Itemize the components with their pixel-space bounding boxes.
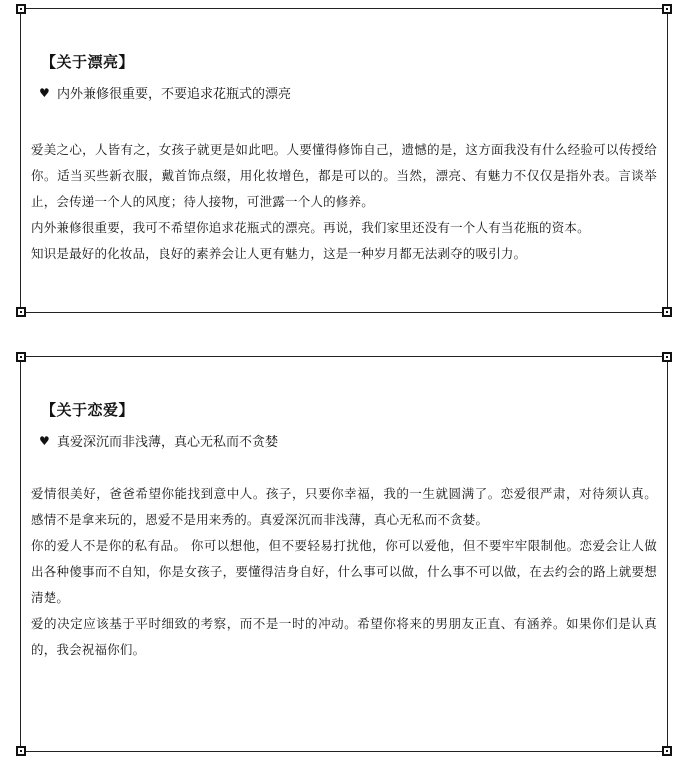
subtitle-text: 内外兼修很重要，不要追求花瓶式的漂亮 xyxy=(57,87,292,102)
section-card-beauty xyxy=(20,8,668,313)
subtitle-text: 真爱深沉而非浅薄，真心无私而不贪婪 xyxy=(57,435,279,450)
crop-mark-icon xyxy=(662,746,672,756)
crop-mark-icon xyxy=(662,307,672,317)
section-body xyxy=(31,137,657,267)
crop-mark-icon xyxy=(662,4,672,14)
section-title: 【关于漂亮】 xyxy=(41,53,135,71)
section-subtitle xyxy=(39,83,291,102)
heart-icon: ♥ xyxy=(39,85,50,100)
paragraph: 爱美之心，人皆有之，女孩子就更是如此吧。人要懂得修饰自己，遗憾的是，这方面我没有什么经验可以传授给你。适当买些新衣服，戴首饰点缀，用化妆增色，都是可以的。当然，漂亮、有魅力不仅仅是指外表。言谈举止，会传递一个人的风度；待人接物，可泄露一个人的修养。 xyxy=(31,142,657,209)
paragraph: 内外兼修很重要，我可不希望你追求花瓶式的漂亮。再说，我们家里还没有一个人有当花瓶的资本。 xyxy=(31,220,590,235)
crop-mark-icon xyxy=(16,746,26,756)
heart-icon: ♥ xyxy=(39,433,50,448)
crop-mark-icon xyxy=(16,307,26,317)
section-body xyxy=(31,481,657,663)
paragraph: 爱情很美好，爸爸希望你能找到意中人。孩子，只要你幸福，我的一生就圆满了。恋爱很严肃，对待须认真。 感情不是拿来玩的，恩爱不是用来秀的。真爱深沉而非浅薄，真心无私而不贪婪。 xyxy=(31,486,657,527)
paragraph: 知识是最好的化妆品，良好的素养会让人更有魅力，这是一种岁月都无法剥夺的吸引力。 xyxy=(31,246,527,261)
crop-mark-icon xyxy=(662,352,672,362)
crop-mark-icon xyxy=(16,4,26,14)
crop-mark-icon xyxy=(16,352,26,362)
section-title: 【关于恋爱】 xyxy=(41,401,135,419)
paragraph: 你的爱人不是你的私有品。 你可以想他，但不要轻易打扰他，你可以爱他，但不要牢牢限制他。恋爱会让人做出各种傻事而不自知，你是女孩子，要懂得洁身自好，什么事可以做，什么事不可以做，在去约会的路上就要想清楚。 xyxy=(31,538,657,605)
section-subtitle xyxy=(39,431,278,450)
paragraph: 爱的决定应该基于平时细致的考察，而不是一时的冲动。希望你将来的男朋友正直、有涵养。如果你们是认真的，我会祝福你们。 xyxy=(31,616,657,657)
section-card-love xyxy=(20,356,668,752)
